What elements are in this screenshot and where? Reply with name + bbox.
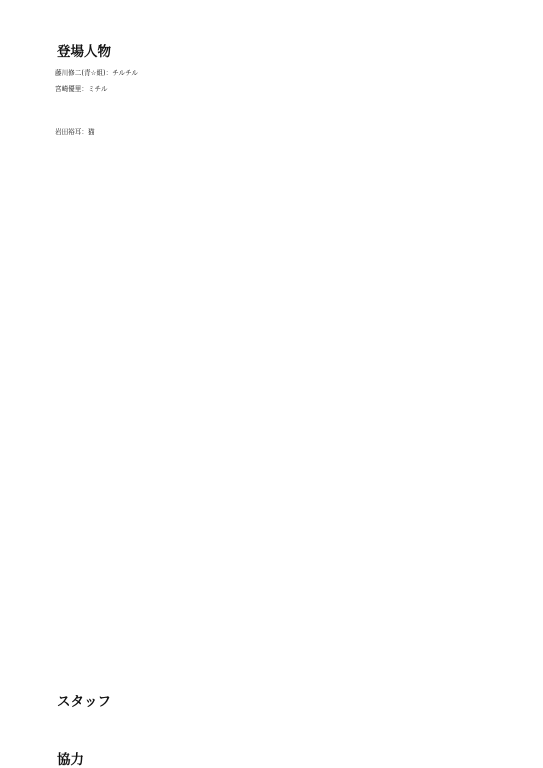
cast-line: 岩田裕耳：猫 (55, 128, 95, 136)
staff-section-title: スタッフ (57, 694, 111, 710)
cast-section-title: 登場人物 (57, 44, 111, 60)
cast-line: 宮崎優里：ミチル (55, 85, 108, 93)
cast-line: 藤川修二(青☆組)：チルチル (55, 69, 138, 77)
cooperation-section-title: 協力 (57, 752, 84, 768)
